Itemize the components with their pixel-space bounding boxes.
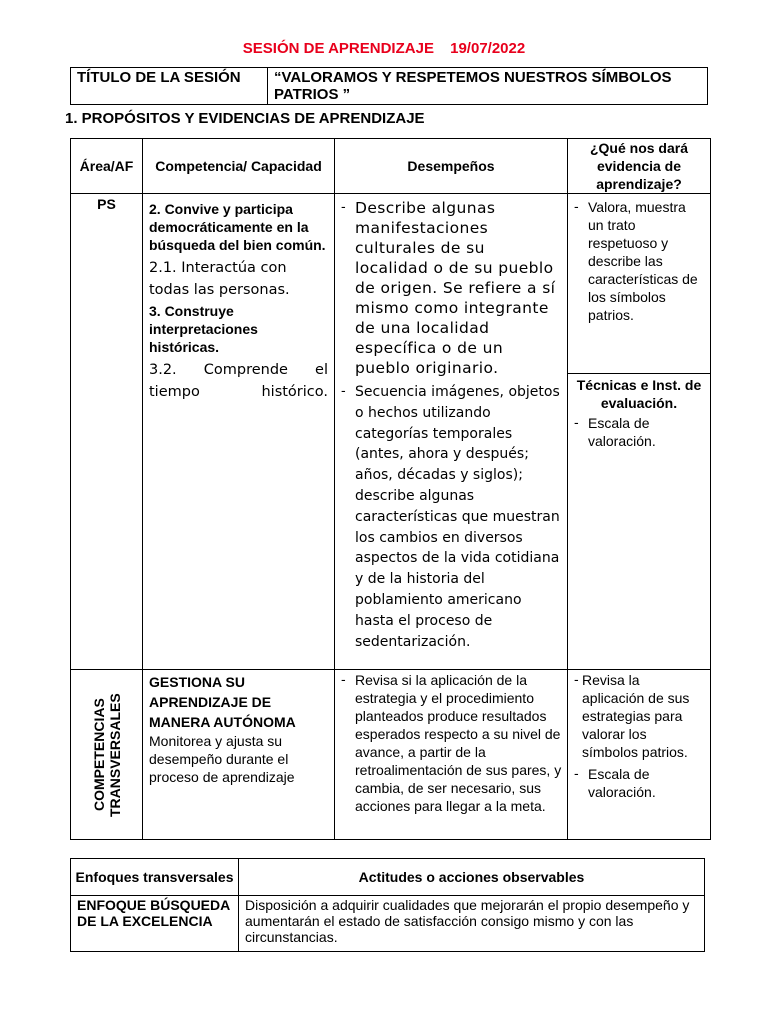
area-ps: PS bbox=[71, 194, 143, 670]
tecnica-escala: Escala de valoración. bbox=[588, 415, 656, 449]
desempeno-transversal-cell: - Revisa si la aplicación de la estrategia y el procedimiento planteados produce resultados esperados respecto a su nivel de avance, a partir de la retroalimentación de sus pares, y cambia, de ser necesario, sus acciones para llegar a la meta. bbox=[335, 670, 568, 840]
desempeno-item-2: - Secuencia imágenes, objetos o hechos utilizando categorías temporales (antes, ahora y después; años, décadas y siglos); describe algunas características que muestran los cambios en diversos aspectos de la vida cotidiana y de la historia del poblamiento americano hasta el proceso de sedentarización. bbox=[341, 382, 563, 652]
desempenos-ps-cell bbox=[335, 194, 568, 670]
desempeno-revisa: Revisa si la aplicación de la estrategia y el procedimiento planteados produce resultados esperados respecto a su nivel de avance, a partir de la retroalimentación de sus pares, y cambia, de ser necesario, sus acciones para llegar a la meta. bbox=[355, 672, 562, 814]
session-title-value: “VALORAMOS Y RESPETEMOS NUESTROS SÍMBOLOS PATRIOS ” bbox=[268, 68, 708, 105]
evidencia-transversal-cell: - Revisa la aplicación de sus estrategias para valorar los símbolos patrios. - Escala de valoración. bbox=[568, 670, 711, 840]
desempeno-item-1: - Describe algunas manifestaciones culturales de su localidad o de su pueblo de origen. Se refiere a sí mismo como integrante de una localidad específica o de un pueblo originario. bbox=[341, 198, 563, 378]
area-transversales-cell bbox=[71, 670, 143, 840]
competencia-convive: 2. Convive y participa democráticamente en la búsqueda del bien común. bbox=[149, 201, 326, 253]
enfoque-label: ENFOQUE BÚSQUEDA DE LA EXCELENCIA bbox=[71, 896, 239, 952]
tecnica-escala-transversal: Escala de valoración. bbox=[588, 766, 656, 800]
header-evidencia: ¿Qué nos dará evidencia de aprendizaje? bbox=[568, 139, 711, 194]
competencia-transversal-cell bbox=[143, 670, 335, 840]
desempeno-manifestaciones: Describe algunas manifestaciones culturales de su localidad o de su pueblo de origen. Se refiere a sí mismo como integrante de una localidad específica o de un pueblo originario. bbox=[355, 199, 556, 377]
capacidad-interactua: 2.1. Interactúa con todas las personas. bbox=[149, 260, 290, 298]
capacidad-monitorea: Monitorea y ajusta su desempeño durante el proceso de aprendizaje bbox=[149, 733, 295, 785]
header-competencia: Competencia/ Capacidad bbox=[143, 139, 335, 194]
purposes-table bbox=[70, 138, 711, 840]
capacidad-comprende: 3.2. Comprende el tiempo histórico. bbox=[149, 362, 328, 400]
session-heading: SESIÓN DE APRENDIZAJE bbox=[242, 40, 434, 57]
evidencia-ps-cell bbox=[568, 194, 711, 670]
session-title-table bbox=[70, 67, 708, 105]
evidencia-block: - Valora, muestra un trato respetuoso y describe las características de los símbolos patrios. bbox=[568, 194, 710, 374]
competencia-construye: 3. Construye interpretaciones históricas. bbox=[149, 303, 258, 355]
competencia-gestiona: GESTIONA SU APRENDIZAJE DE MANERA AUTÓNOMA bbox=[149, 674, 296, 730]
area-transversales: COMPETENCIAS TRANSVERSALES bbox=[90, 692, 123, 817]
header-area: Área/AF bbox=[71, 139, 143, 194]
tecnicas-block: Técnicas e Inst. de evaluación. - Escala de valoración. bbox=[568, 374, 710, 452]
enfoques-table bbox=[70, 858, 705, 952]
tecnicas-title: Técnicas e Inst. de evaluación. bbox=[576, 377, 702, 411]
section-heading-propositos: 1. PROPÓSITOS Y EVIDENCIAS DE APRENDIZAJE bbox=[65, 110, 425, 127]
enfoque-text: Disposición a adquirir cualidades que mejorarán el propio desempeño y aumentarán el estado de satisfacción consigo mismo y con las circunstancias. bbox=[239, 896, 705, 952]
session-date: 19/07/2022 bbox=[450, 40, 526, 57]
header-desempenos: Desempeños bbox=[335, 139, 568, 194]
header-actitudes: Actitudes o acciones observables bbox=[239, 859, 705, 896]
evidencia-valora: Valora, muestra un trato respetuoso y describe las características de los símbolos patrios. bbox=[588, 199, 698, 323]
competencia-ps-cell bbox=[143, 194, 335, 670]
header-enfoques: Enfoques transversales bbox=[71, 859, 239, 896]
document-header bbox=[0, 40, 768, 57]
desempeno-secuencia: Secuencia imágenes, objetos o hechos utilizando categorías temporales (antes, ahora y después; años, décadas y siglos); describe algunas características que muestran los cambios en diversos aspectos de la vida cotidiana y de la historia del poblamiento americano hasta el proceso de sedentarización. bbox=[355, 384, 560, 650]
session-title-label: TÍTULO DE LA SESIÓN bbox=[71, 68, 268, 105]
evidencia-revisa: Revisa la aplicación de sus estrategias para valorar los símbolos patrios. bbox=[582, 672, 690, 760]
